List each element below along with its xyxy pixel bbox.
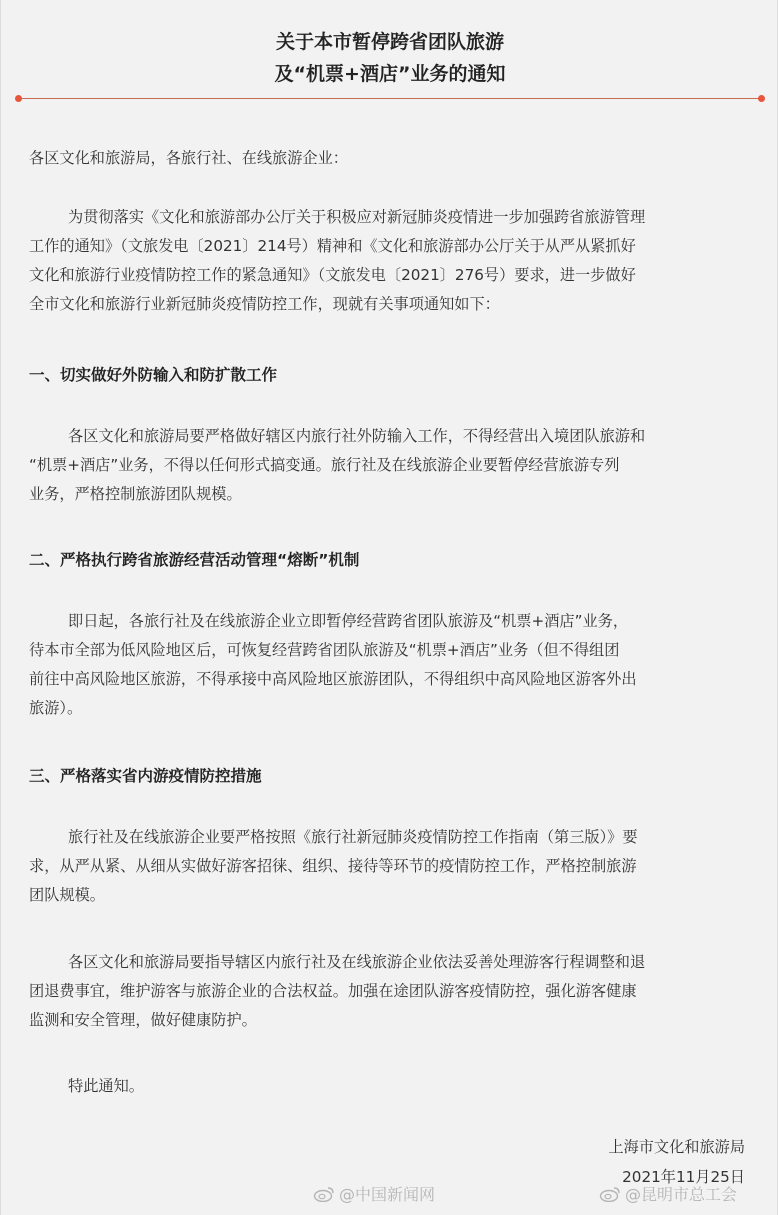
weibo-icon <box>599 1186 621 1202</box>
salutation: 各区文化和旅游局，各旅行社、在线旅游企业： <box>29 149 348 167</box>
title-line-1: 关于本市暂停跨省团队旅游 <box>275 31 504 53</box>
section-2-line: 旅游）。 <box>29 699 83 717</box>
watermark-right-text: @昆明市总工会 <box>625 1185 738 1204</box>
section-2-line: 前往中高风险地区旅游，不得承接中高风险地区旅游团队，不得组织中高风险地区游客外出 <box>29 670 637 688</box>
section-3-line: 各区文化和旅游局要指导辖区内旅行社及在线旅游企业依法妥善处理游客行程调整和退 <box>68 953 646 971</box>
section-3-line: 求，从严从紧、从细从实做好游客招徕、组织、接待等环节的疫情防控工作，严格控制旅游 <box>29 857 637 875</box>
section-2-line: 待本市全部为低风险地区后，可恢复经营跨省团队旅游及“机票+酒店”业务（但不得组团 <box>29 641 620 659</box>
section-3-paragraph-2 <box>29 948 749 1035</box>
notice-title <box>1 26 778 90</box>
signature-org: 上海市文化和旅游局 <box>608 1138 745 1156</box>
section-1-line: “机票+酒店”业务，不得以任何形式搞变通。旅行社及在线旅游企业要暂停经营旅游专列 <box>29 456 620 474</box>
closing-text: 特此通知。 <box>68 1077 144 1095</box>
section-3-line: 团队规模。 <box>29 886 105 904</box>
section-2-heading: 二、严格执行跨省旅游经营活动管理“熔断”机制 <box>29 551 360 569</box>
divider-dot-left <box>15 95 22 102</box>
divider-dot-right <box>758 95 765 102</box>
section-1-paragraph <box>29 422 749 509</box>
watermark-right <box>599 1183 737 1207</box>
intro-line: 文化和旅游行业疫情防控工作的紧急通知》（文旅发电〔2021〕276号）要求，进一步做好 <box>29 266 636 284</box>
intro-paragraph <box>29 203 749 319</box>
intro-line: 全市文化和旅游行业新冠肺炎疫情防控工作，现就有关事项通知如下： <box>29 295 500 313</box>
section-1-line: 各区文化和旅游局要严格做好辖区内旅行社外防输入工作，不得经营出入境团队旅游和 <box>68 427 646 445</box>
section-2-line: 即日起，各旅行社及在线旅游企业立即暂停经营跨省团队旅游及“机票+酒店”业务， <box>68 612 629 630</box>
section-3-line: 旅行社及在线旅游企业要严格按照《旅行社新冠肺炎疫情防控工作指南（第三版）》要 <box>68 828 638 846</box>
signature-date: 2021年11月25日 <box>622 1168 745 1186</box>
section-3-line: 监测和安全管理，做好健康防护。 <box>29 1011 257 1029</box>
section-1-heading: 一、切实做好外防输入和防扩散工作 <box>29 366 278 384</box>
section-3-paragraph-1 <box>29 823 749 910</box>
intro-line: 工作的通知》（文旅发电〔2021〕214号）精神和《文化和旅游部办公厅关于从严从紧抓好 <box>29 237 636 255</box>
watermark-left <box>313 1183 435 1207</box>
title-divider <box>19 98 761 99</box>
section-2-paragraph <box>29 607 749 723</box>
watermark-left-text: @中国新闻网 <box>339 1185 436 1204</box>
section-3-line: 团退费事宜，维护游客与旅游企业的合法权益。加强在途团队游客疫情防控，强化游客健康 <box>29 982 637 1000</box>
title-line-2: 及“机票+酒店”业务的通知 <box>274 63 506 85</box>
weibo-icon <box>313 1186 335 1202</box>
section-1-line: 业务，严格控制旅游团队规模。 <box>29 485 242 503</box>
intro-line: 为贯彻落实《文化和旅游部办公厅关于积极应对新冠肺炎疫情进一步加强跨省旅游管理 <box>68 208 646 226</box>
section-3-heading: 三、严格落实省内游疫情防控措施 <box>29 767 262 785</box>
